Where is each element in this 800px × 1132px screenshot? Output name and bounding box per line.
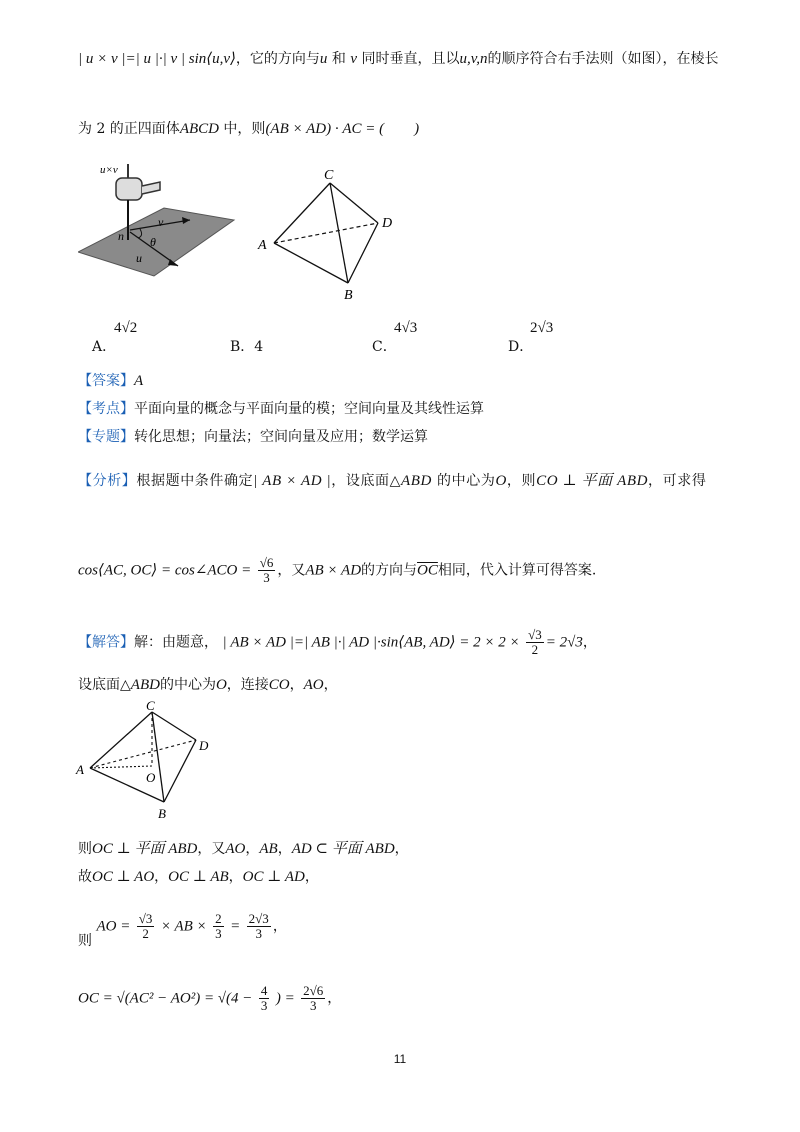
fraction — [301, 984, 325, 1013]
segment-ao: AO — [225, 841, 246, 857]
text: ， — [304, 869, 319, 885]
cross-magnitude-formula: | AB × AD |=| AB |·| AD |·sin⟨AB, AD⟩ = 2 × 2 × — [222, 634, 520, 651]
text: ， — [277, 841, 292, 857]
page-number: 11 — [393, 1052, 407, 1066]
fraction — [259, 984, 270, 1013]
denominator: 3 — [260, 998, 268, 1013]
cos-formula: cos⟨AC, OC⟩ = cos∠ACO = — [78, 562, 252, 579]
vertex-d: D — [382, 216, 393, 231]
cross-vector: AB × AD — [305, 562, 362, 579]
text: 的方向与 — [361, 562, 418, 579]
text: ， — [228, 869, 243, 885]
label-v: v — [158, 215, 164, 229]
option-letter: B．4 — [230, 339, 264, 355]
fraction — [247, 912, 271, 941]
vector-v: v — [350, 51, 357, 67]
vector-oc: $\overline{OC}$ — [417, 562, 438, 579]
text: 同时垂直，且以 — [357, 51, 460, 67]
text: ， — [323, 677, 338, 693]
label-n: n — [118, 229, 124, 243]
answer-tag: 【答案】 — [78, 373, 134, 389]
text: ， — [272, 918, 287, 935]
triangle-abd: ABD — [401, 473, 432, 489]
jieda-line — [78, 628, 730, 657]
option-d[interactable] — [508, 320, 554, 356]
text: 的中心为 — [432, 473, 496, 489]
text: 故 — [78, 869, 92, 885]
kaodian-tag: 【考点】 — [78, 401, 134, 417]
denominator: 2 — [531, 642, 539, 657]
numerator: √3 — [528, 627, 542, 642]
text: ) = — [275, 990, 295, 1007]
text: × AB × — [160, 918, 207, 935]
text: ， — [289, 677, 304, 693]
text: ，可求得 — [648, 473, 707, 489]
text: ，又 — [277, 562, 306, 579]
vector-u: u — [319, 51, 328, 67]
option-letter: A． — [92, 339, 117, 355]
text: ， — [154, 869, 169, 885]
text: ，则 — [506, 473, 537, 489]
vertex-c: C — [146, 698, 155, 713]
zhuanti-text: 转化思想；向量法；空间向量及应用；数学运算 — [134, 429, 428, 445]
fenxi-tag: 【分析】 — [78, 473, 137, 489]
text: ， — [394, 841, 409, 857]
vertex-a: A — [258, 238, 267, 253]
option-value: 4√2 — [114, 320, 138, 336]
label-theta: θ — [150, 235, 156, 249]
option-value: 2√3 — [530, 320, 554, 336]
option-c[interactable] — [372, 320, 418, 356]
text: ，它的方向与 — [235, 51, 320, 67]
numerator: √3 — [138, 911, 153, 926]
option-letter: C． — [372, 339, 397, 355]
tetrahedron-name: ABCD — [179, 121, 219, 137]
zhuanti-line — [78, 426, 730, 448]
answer-value: A — [134, 373, 144, 389]
denominator: 2 — [142, 926, 149, 941]
segment-ab: AB — [259, 841, 278, 857]
numerator: 2√3 — [248, 911, 269, 926]
question-line — [78, 118, 730, 140]
text: 则 — [78, 932, 92, 949]
perpendicular-statement: OC ⊥ 平面 ABD — [92, 841, 198, 857]
vertex-a: A — [76, 762, 84, 777]
right-hand-rule-figure — [78, 160, 238, 280]
option-b[interactable] — [230, 336, 263, 356]
point-o: O — [215, 677, 227, 693]
triangle-abd: ABD — [130, 677, 160, 693]
step-2 — [78, 866, 730, 888]
label-u-cross-v: u×v — [100, 164, 118, 176]
perp-2: OC ⊥ AB — [168, 869, 229, 885]
vectors-uvn: u,v,n — [459, 51, 488, 67]
segment-co: CO — [268, 677, 290, 693]
point-o: O — [495, 473, 507, 489]
center-line — [78, 674, 730, 696]
text: ， — [582, 634, 597, 651]
jieda-tag: 【解答】 — [78, 634, 134, 651]
numerator: 2 — [215, 911, 222, 926]
result: = 2√3 — [545, 634, 583, 651]
text: ，设底面△ — [331, 473, 402, 489]
vertex-c: C — [324, 168, 334, 183]
center-o: O — [146, 770, 156, 785]
text: 中，则 — [218, 121, 266, 137]
label-u: u — [136, 251, 142, 265]
text: 则 — [78, 841, 92, 857]
text: ，又 — [197, 841, 226, 857]
text: 相同，代入计算可得答案. — [437, 562, 597, 579]
cross-magnitude: | AB × AD | — [253, 473, 332, 489]
text: ， — [327, 990, 342, 1007]
text: 和 — [327, 51, 351, 67]
tetrahedron-figure — [250, 165, 400, 305]
text: 的中心为 — [159, 677, 216, 693]
step-1 — [78, 838, 730, 860]
question-formula: (AB × AD) · AC = ( ) — [265, 121, 420, 137]
fraction — [526, 628, 544, 657]
denominator: 3 — [309, 998, 317, 1013]
kaodian-line — [78, 398, 730, 420]
kaodian-text: 平面向量的概念与平面向量的模；空间向量及其线性运算 — [134, 401, 484, 417]
vertex-d: D — [199, 738, 209, 753]
fraction — [213, 912, 224, 941]
option-a[interactable] — [92, 320, 138, 356]
fenxi-line — [78, 470, 730, 492]
text: ， — [245, 841, 260, 857]
text: 的顺序符合右手法则（如图），在棱长 — [487, 51, 719, 67]
subset-statement: AD ⊂ 平面 ABD — [291, 841, 395, 857]
denominator: 3 — [255, 926, 262, 941]
step-3 — [78, 911, 730, 949]
denominator: 3 — [263, 570, 270, 585]
text: = — [230, 918, 241, 935]
cos-line — [78, 556, 730, 585]
vertex-b: B — [158, 806, 166, 821]
numerator: √6 — [259, 555, 274, 570]
text: 设底面△ — [78, 677, 131, 693]
vertex-b: B — [344, 288, 353, 303]
answer-line — [78, 370, 730, 392]
zhuanti-tag: 【专题】 — [78, 429, 134, 445]
fraction — [258, 556, 276, 585]
text: 根据题中条件确定 — [136, 473, 254, 489]
perp-3: OC ⊥ AD — [242, 869, 305, 885]
ao-formula: AO = — [96, 918, 131, 935]
perp-1: OC ⊥ AO — [92, 869, 155, 885]
segment-ao: AO — [303, 677, 324, 693]
option-letter: D． — [508, 339, 534, 355]
text: 为 2 的正四面体 — [78, 121, 180, 137]
cross-product-magnitude-formula: | u × v |=| u |·| v | sin⟨u,v⟩ — [78, 51, 236, 67]
line-1 — [78, 48, 730, 70]
numerator: 2√6 — [303, 983, 324, 998]
fraction — [137, 912, 155, 941]
text: 解：由题意， — [134, 634, 218, 651]
numerator: 4 — [260, 983, 268, 998]
perpendicular-statement: CO ⊥ 平面 ABD — [536, 473, 649, 489]
text: ，连接 — [226, 677, 269, 693]
option-value: 4√3 — [394, 320, 418, 336]
tetrahedron-center-figure — [72, 698, 222, 826]
oc-formula: OC = √(AC² − AO²) = √(4 − — [78, 990, 253, 1007]
denominator: 3 — [215, 926, 222, 941]
step-4 — [78, 984, 730, 1013]
